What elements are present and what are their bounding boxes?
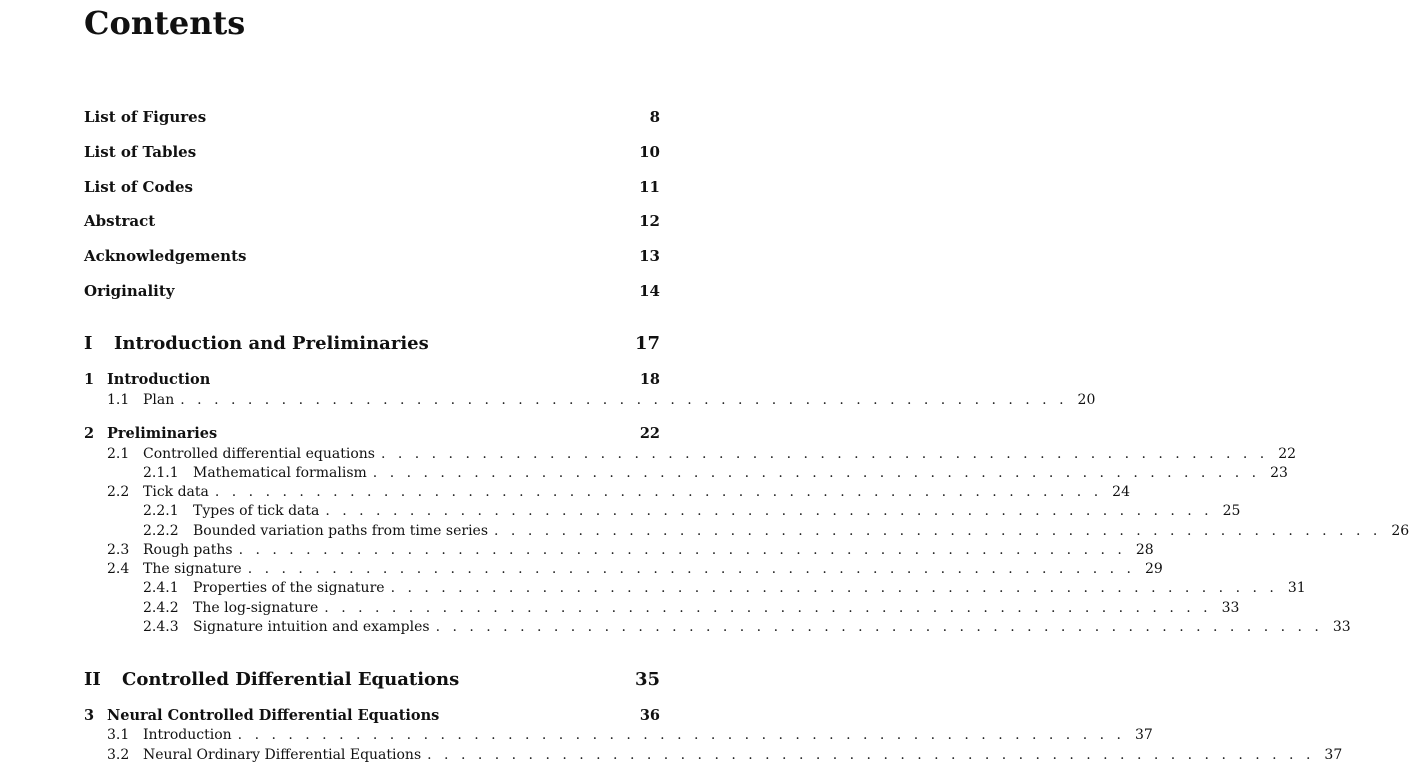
- section-title: Plan: [143, 392, 175, 408]
- section-number: 3.1: [107, 727, 130, 743]
- dot-leader: . . . . . . . . . . . . . . . . . . . . . . . . . . . . . . . . . . . . . . . . . . . . . . . . . . . . .: [180, 392, 1068, 408]
- dot-leader: . . . . . . . . . . . . . . . . . . . . . . . . . . . . . . . . . . . . . . . . . . . . . . . . . . . . .: [435, 619, 1323, 635]
- toc-subsection-2-2-2[interactable]: [143, 523, 1409, 539]
- toc-subsection-2-4-2[interactable]: [143, 600, 1240, 616]
- dot-leader: . . . . . . . . . . . . . . . . . . . . . . . . . . . . . . . . . . . . . . . . . . . . . . . . . . . . .: [324, 600, 1212, 616]
- toc-entry-label: List of Tables: [84, 143, 197, 161]
- section-page: 37: [1324, 747, 1343, 763]
- toc-entry-label: Originality: [84, 282, 175, 300]
- toc-part-2[interactable]: [84, 669, 660, 690]
- chapter-number: 3: [84, 707, 95, 724]
- toc-subsection-2-4-3[interactable]: [143, 619, 1351, 635]
- toc-part-1[interactable]: [84, 333, 660, 354]
- part-title: Controlled Differential Equations: [122, 669, 460, 690]
- subsection-number: 2.2.2: [143, 523, 179, 539]
- toc-entry-page: 10: [639, 143, 660, 161]
- dot-leader: . . . . . . . . . . . . . . . . . . . . . . . . . . . . . . . . . . . . . . . . . . . . . . . . . . . . .: [325, 503, 1213, 519]
- section-number: 3.2: [107, 747, 130, 763]
- chapter-page: 22: [639, 425, 660, 442]
- chapter-page: 18: [639, 371, 660, 388]
- toc-entry-page: 8: [649, 108, 660, 126]
- subsection-title: Mathematical formalism: [193, 465, 367, 481]
- chapter-title: Neural Controlled Differential Equations: [107, 707, 440, 724]
- subsection-title: The log-signature: [193, 600, 319, 616]
- section-title: Rough paths: [143, 542, 233, 558]
- subsection-page: 25: [1222, 503, 1241, 519]
- subsection-title: Properties of the signature: [193, 580, 385, 596]
- dot-leader: . . . . . . . . . . . . . . . . . . . . . . . . . . . . . . . . . . . . . . . . . . . . . . . . . . . . .: [427, 747, 1315, 763]
- section-title: Tick data: [143, 484, 209, 500]
- toc-entry-page: 13: [639, 247, 660, 265]
- dot-leader: . . . . . . . . . . . . . . . . . . . . . . . . . . . . . . . . . . . . . . . . . . . . . . . . . . . . .: [247, 561, 1135, 577]
- subsection-page: 23: [1270, 465, 1288, 481]
- section-page: 24: [1112, 484, 1130, 500]
- toc-section-1-1[interactable]: [107, 392, 1096, 408]
- toc-entry-page: 14: [639, 282, 660, 300]
- toc-subsection-2-2-1[interactable]: [143, 503, 1241, 519]
- part-title: Introduction and Preliminaries: [114, 333, 429, 354]
- subsection-number: 2.4.1: [143, 580, 179, 596]
- part-number: II: [84, 669, 101, 690]
- section-page: 29: [1144, 561, 1163, 577]
- toc-entry-label: List of Figures: [84, 108, 207, 126]
- section-title: Neural Ordinary Differential Equations: [143, 747, 422, 763]
- toc-section-3-1[interactable]: [107, 727, 1153, 743]
- dot-leader: . . . . . . . . . . . . . . . . . . . . . . . . . . . . . . . . . . . . . . . . . . . . . . . . . . . . .: [380, 446, 1269, 462]
- part-page: 17: [634, 333, 660, 354]
- section-title: Controlled differential equations: [143, 446, 375, 462]
- dot-leader: . . . . . . . . . . . . . . . . . . . . . . . . . . . . . . . . . . . . . . . . . . . . . . . . . . . . .: [214, 484, 1103, 500]
- toc-entry-label: List of Codes: [84, 178, 193, 196]
- toc-entry-page: 12: [639, 212, 660, 230]
- toc-subsection-2-4-1[interactable]: [143, 580, 1306, 596]
- section-number: 2.2: [107, 484, 130, 500]
- toc-entry-list-of-figures[interactable]: [84, 108, 660, 126]
- toc-section-3-2[interactable]: [107, 747, 1343, 763]
- toc-subsection-2-1-1[interactable]: [143, 465, 1288, 481]
- chapter-title: Preliminaries: [107, 425, 218, 442]
- subsection-page: 33: [1332, 619, 1351, 635]
- toc-section-2-1[interactable]: [107, 446, 1297, 462]
- toc-section-2-2[interactable]: [107, 484, 1130, 500]
- toc-entry-acknowledgements[interactable]: [84, 247, 660, 265]
- dot-leader: . . . . . . . . . . . . . . . . . . . . . . . . . . . . . . . . . . . . . . . . . . . . . . . . . . . . .: [494, 523, 1382, 539]
- subsection-title: Bounded variation paths from time series: [193, 523, 489, 539]
- subsection-page: 33: [1221, 600, 1240, 616]
- chapter-title: Introduction: [107, 371, 211, 388]
- toc-entry-list-of-tables[interactable]: [84, 143, 660, 161]
- subsection-page: 31: [1287, 580, 1306, 596]
- toc-entry-originality[interactable]: [84, 282, 660, 300]
- toc-entry-list-of-codes[interactable]: [84, 178, 660, 196]
- section-number: 2.4: [107, 561, 130, 577]
- subsection-number: 2.1.1: [143, 465, 179, 481]
- section-page: 20: [1077, 392, 1096, 408]
- toc-section-2-3[interactable]: [107, 542, 1154, 558]
- toc-entry-page: 11: [639, 178, 660, 196]
- chapter-page: 36: [639, 707, 660, 724]
- dot-leader: . . . . . . . . . . . . . . . . . . . . . . . . . . . . . . . . . . . . . . . . . . . . . . . . . . . . .: [237, 727, 1125, 743]
- section-title: The signature: [143, 561, 242, 577]
- part-number: I: [84, 333, 93, 354]
- subsection-title: Signature intuition and examples: [193, 619, 430, 635]
- section-number: 2.1: [107, 446, 130, 462]
- toc-section-2-4[interactable]: [107, 561, 1163, 577]
- section-title: Introduction: [143, 727, 232, 743]
- subsection-title: Types of tick data: [193, 503, 320, 519]
- chapter-number: 1: [84, 371, 95, 388]
- page-title: Contents: [84, 4, 246, 42]
- dot-leader: . . . . . . . . . . . . . . . . . . . . . . . . . . . . . . . . . . . . . . . . . . . . . . . . . . . . .: [372, 465, 1261, 481]
- section-number: 1.1: [107, 392, 130, 408]
- toc-chapter-1[interactable]: [84, 371, 660, 388]
- toc-entry-abstract[interactable]: [84, 212, 660, 230]
- subsection-number: 2.4.2: [143, 600, 179, 616]
- dot-leader: . . . . . . . . . . . . . . . . . . . . . . . . . . . . . . . . . . . . . . . . . . . . . . . . . . . . .: [238, 542, 1126, 558]
- section-page: 22: [1278, 446, 1297, 462]
- section-page: 28: [1135, 542, 1154, 558]
- toc-chapter-3[interactable]: [84, 707, 660, 724]
- subsection-page: 26: [1391, 523, 1409, 539]
- section-number: 2.3: [107, 542, 130, 558]
- toc-chapter-2[interactable]: [84, 425, 660, 442]
- section-page: 37: [1134, 727, 1153, 743]
- chapter-number: 2: [84, 425, 95, 442]
- subsection-number: 2.2.1: [143, 503, 179, 519]
- toc-entry-label: Acknowledgements: [84, 247, 247, 265]
- toc-entry-label: Abstract: [84, 212, 156, 230]
- subsection-number: 2.4.3: [143, 619, 179, 635]
- part-page: 35: [634, 669, 660, 690]
- dot-leader: . . . . . . . . . . . . . . . . . . . . . . . . . . . . . . . . . . . . . . . . . . . . . . . . . . . . .: [390, 580, 1278, 596]
